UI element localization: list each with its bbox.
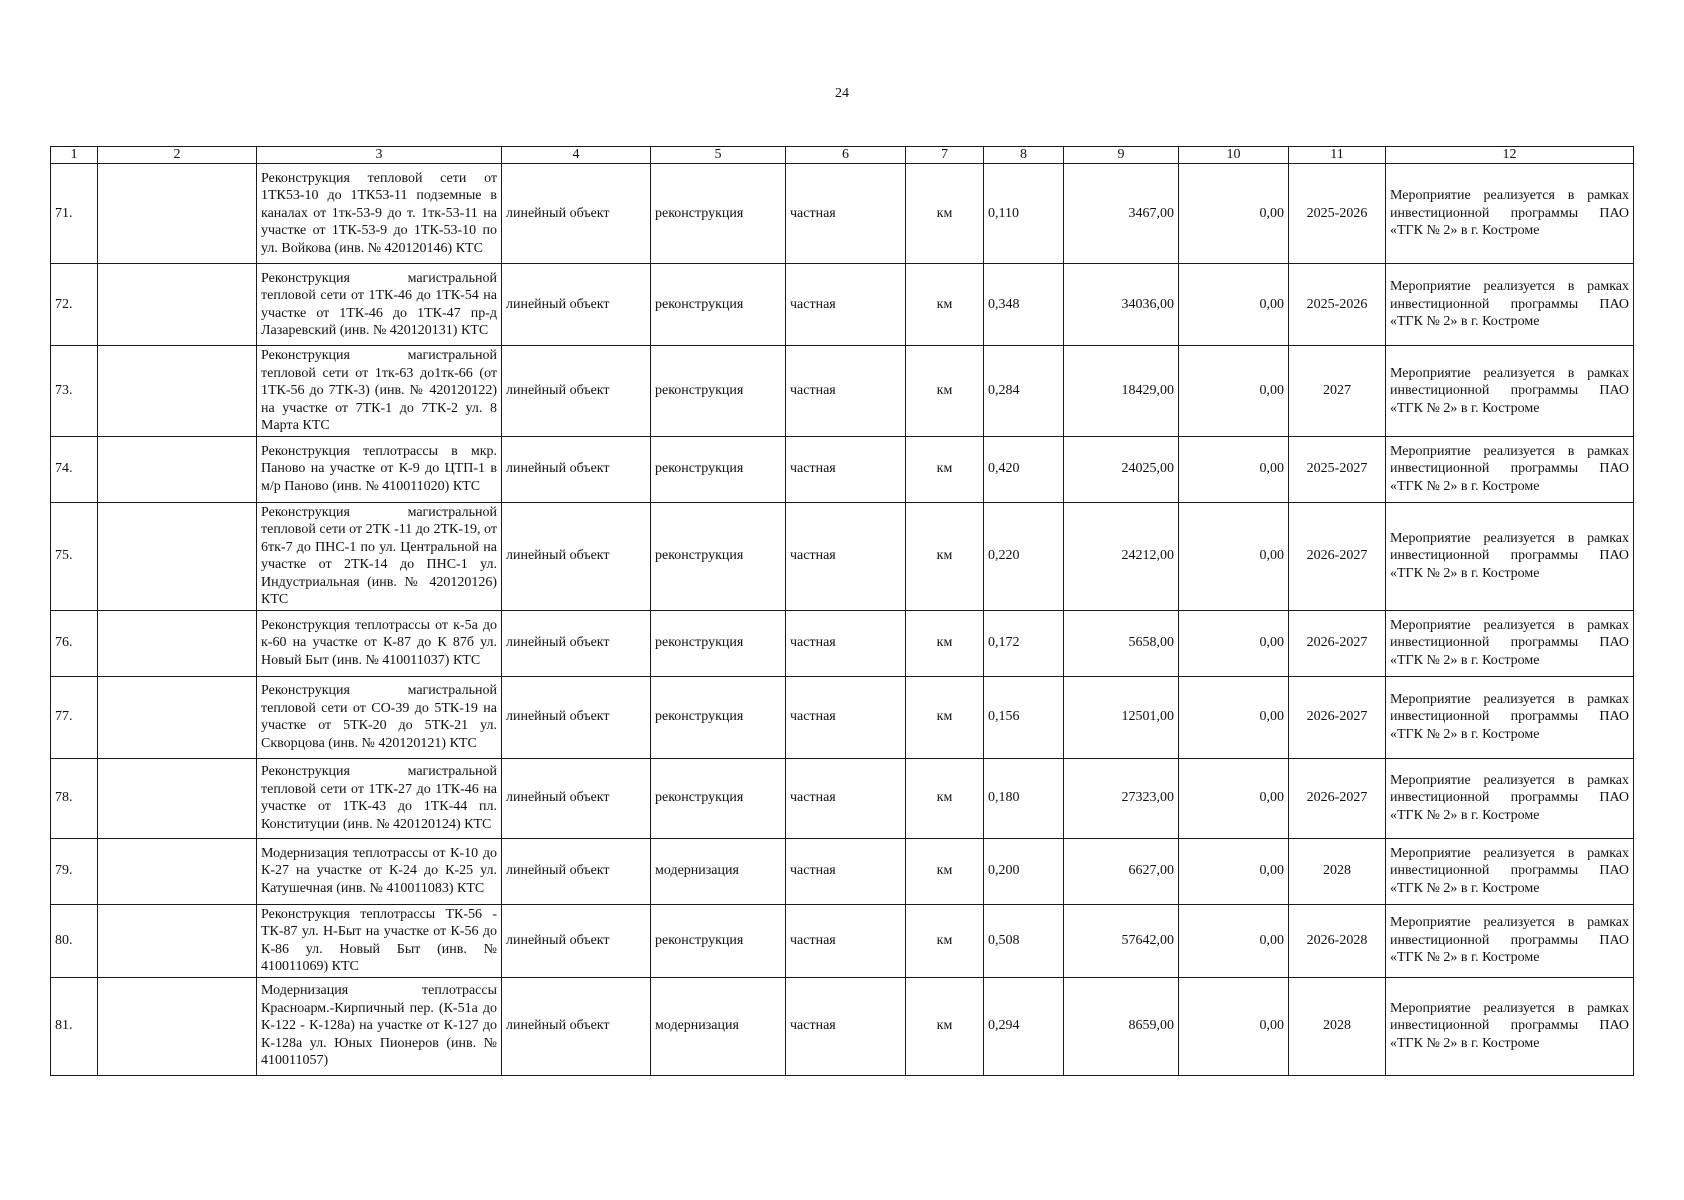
object-name: Реконструкция магистральной тепловой сети от 2ТК -11 до 2ТК-19, от 6тк-7 до ПНС-1 по ул. Центральной на участке от 2ТК-14 до ПНС-1 ул. Индустриальная (инв. № 420120126) КТС (257, 502, 502, 610)
object-name: Реконструкция теплотрассы ТК-56 - ТК-87 ул. Н-Быт на участке от К-56 до К-86 ул. Новый Быт (инв. № 410011069) КТС (257, 904, 502, 977)
row-number: 74. (51, 436, 98, 502)
note-cell: Мероприятие реализуется в рамках инвестиционной программы ПАО «ТГК № 2» в г. Костроме (1386, 502, 1634, 610)
column-header-8: 8 (984, 147, 1064, 164)
object-type: линейный объект (502, 758, 651, 838)
note-cell: Мероприятие реализуется в рамках инвестиционной программы ПАО «ТГК № 2» в г. Костроме (1386, 164, 1634, 264)
row-number: 75. (51, 502, 98, 610)
column-number-row (51, 147, 1634, 164)
object-name: Реконструкция магистральной тепловой сети от 1ТК-27 до 1ТК-46 на участке от 1ТК-43 до 1ТК-44 пл. Конституции (инв. № 420120124) КТС (257, 758, 502, 838)
activity-type: реконструкция (651, 346, 786, 437)
column-2-cell (98, 164, 257, 264)
activity-type: модернизация (651, 977, 786, 1075)
object-type: линейный объект (502, 676, 651, 758)
length-value: 0,348 (984, 264, 1064, 346)
cost-value: 24025,00 (1064, 436, 1179, 502)
column-10-value: 0,00 (1179, 676, 1289, 758)
investment-measures-table (50, 146, 1634, 1076)
cost-value: 34036,00 (1064, 264, 1179, 346)
column-2-cell (98, 904, 257, 977)
row-number: 76. (51, 610, 98, 676)
note-cell: Мероприятие реализуется в рамках инвестиционной программы ПАО «ТГК № 2» в г. Костроме (1386, 838, 1634, 904)
unit-cell: км (906, 838, 984, 904)
object-name: Модернизация теплотрассы от К-10 до К-27 на участке от К-24 до К-25 ул. Катушечная (инв. № 410011083) КТС (257, 838, 502, 904)
object-type: линейный объект (502, 838, 651, 904)
column-2-cell (98, 977, 257, 1075)
table-row (51, 436, 1634, 502)
column-10-value: 0,00 (1179, 164, 1289, 264)
length-value: 0,294 (984, 977, 1064, 1075)
table-row (51, 977, 1634, 1075)
length-value: 0,508 (984, 904, 1064, 977)
length-value: 0,200 (984, 838, 1064, 904)
column-2-cell (98, 264, 257, 346)
column-header-10: 10 (1179, 147, 1289, 164)
length-value: 0,180 (984, 758, 1064, 838)
length-value: 0,156 (984, 676, 1064, 758)
column-2-cell (98, 436, 257, 502)
column-10-value: 0,00 (1179, 977, 1289, 1075)
implementation-period: 2026-2027 (1289, 676, 1386, 758)
unit-cell: км (906, 264, 984, 346)
column-header-2: 2 (98, 147, 257, 164)
page-number: 24 (835, 86, 849, 101)
row-number: 73. (51, 346, 98, 437)
table-row (51, 676, 1634, 758)
implementation-period: 2027 (1289, 346, 1386, 437)
object-type: линейный объект (502, 436, 651, 502)
activity-type: реконструкция (651, 758, 786, 838)
activity-type: реконструкция (651, 676, 786, 758)
table-row (51, 346, 1634, 437)
column-header-5: 5 (651, 147, 786, 164)
column-10-value: 0,00 (1179, 502, 1289, 610)
object-type: линейный объект (502, 904, 651, 977)
unit-cell: км (906, 610, 984, 676)
object-name: Реконструкция тепловой сети от 1ТК53-10 до 1ТК53-11 подземные в каналах от 1тк-53-9 до т. 1тк-53-11 на участке от 1ТК-53-9 до 1ТК-53-10 по ул. Войкова (инв. № 420120146) КТС (257, 164, 502, 264)
length-value: 0,172 (984, 610, 1064, 676)
note-cell: Мероприятие реализуется в рамках инвестиционной программы ПАО «ТГК № 2» в г. Костроме (1386, 436, 1634, 502)
object-name: Реконструкция магистральной тепловой сети от СО-39 до 5ТК-19 на участке от 5ТК-20 до 5ТК-21 ул. Скворцова (инв. № 420120121) КТС (257, 676, 502, 758)
cost-value: 27323,00 (1064, 758, 1179, 838)
object-name: Реконструкция магистральной тепловой сети от 1ТК-46 до 1ТК-54 на участке от 1ТК-46 до 1ТК-47 пр-д Лазаревский (инв. № 420120131) КТС (257, 264, 502, 346)
length-value: 0,220 (984, 502, 1064, 610)
part-cell: частная (786, 502, 906, 610)
column-10-value: 0,00 (1179, 838, 1289, 904)
cost-value: 12501,00 (1064, 676, 1179, 758)
object-type: линейный объект (502, 977, 651, 1075)
cost-value: 6627,00 (1064, 838, 1179, 904)
note-cell: Мероприятие реализуется в рамках инвестиционной программы ПАО «ТГК № 2» в г. Костроме (1386, 758, 1634, 838)
note-cell: Мероприятие реализуется в рамках инвестиционной программы ПАО «ТГК № 2» в г. Костроме (1386, 904, 1634, 977)
cost-value: 8659,00 (1064, 977, 1179, 1075)
table-body (51, 164, 1634, 1076)
activity-type: реконструкция (651, 264, 786, 346)
part-cell: частная (786, 346, 906, 437)
implementation-period: 2025-2026 (1289, 164, 1386, 264)
activity-type: реконструкция (651, 164, 786, 264)
column-2-cell (98, 346, 257, 437)
implementation-period: 2025-2026 (1289, 264, 1386, 346)
row-number: 81. (51, 977, 98, 1075)
column-10-value: 0,00 (1179, 610, 1289, 676)
unit-cell: км (906, 436, 984, 502)
object-type: линейный объект (502, 502, 651, 610)
column-10-value: 0,00 (1179, 264, 1289, 346)
column-header-9: 9 (1064, 147, 1179, 164)
table-row (51, 264, 1634, 346)
implementation-period: 2026-2027 (1289, 758, 1386, 838)
object-type: линейный объект (502, 610, 651, 676)
column-10-value: 0,00 (1179, 346, 1289, 437)
note-cell: Мероприятие реализуется в рамках инвестиционной программы ПАО «ТГК № 2» в г. Костроме (1386, 346, 1634, 437)
length-value: 0,420 (984, 436, 1064, 502)
activity-type: модернизация (651, 838, 786, 904)
part-cell: частная (786, 977, 906, 1075)
cost-value: 18429,00 (1064, 346, 1179, 437)
note-cell: Мероприятие реализуется в рамках инвестиционной программы ПАО «ТГК № 2» в г. Костроме (1386, 264, 1634, 346)
activity-type: реконструкция (651, 904, 786, 977)
row-number: 79. (51, 838, 98, 904)
table-row (51, 758, 1634, 838)
object-name: Реконструкция теплотрассы от к-5а до к-60 на участке от К-87 до К 87б ул. Новый Быт (инв. № 410011037) КТС (257, 610, 502, 676)
implementation-period: 2026-2027 (1289, 610, 1386, 676)
part-cell: частная (786, 610, 906, 676)
part-cell: частная (786, 264, 906, 346)
row-number: 78. (51, 758, 98, 838)
cost-value: 3467,00 (1064, 164, 1179, 264)
column-2-cell (98, 758, 257, 838)
activity-type: реконструкция (651, 502, 786, 610)
part-cell: частная (786, 164, 906, 264)
column-10-value: 0,00 (1179, 758, 1289, 838)
object-name: Реконструкция магистральной тепловой сети от 1тк-63 до1тк-66 (от 1ТК-56 до 7ТК-3) (инв. № 420120122) на участке от 7ТК-1 до 7ТК-2 ул. 8 Марта КТС (257, 346, 502, 437)
table-row (51, 904, 1634, 977)
implementation-period: 2028 (1289, 838, 1386, 904)
part-cell: частная (786, 436, 906, 502)
column-header-7: 7 (906, 147, 984, 164)
column-header-1: 1 (51, 147, 98, 164)
row-number: 71. (51, 164, 98, 264)
object-name: Модернизация теплотрассы Красноарм.-Кирпичный пер. (К-51а до К-122 - К-128а) на участке от К-127 до К-128а ул. Юных Пионеров (инв. № 410011057) (257, 977, 502, 1075)
column-header-12: 12 (1386, 147, 1634, 164)
table-row (51, 838, 1634, 904)
column-2-cell (98, 610, 257, 676)
note-cell: Мероприятие реализуется в рамках инвестиционной программы ПАО «ТГК № 2» в г. Костроме (1386, 676, 1634, 758)
object-name: Реконструкция теплотрассы в мкр. Паново на участке от К-9 до ЦТП-1 в м/р Паново (инв. № 410011020) КТС (257, 436, 502, 502)
activity-type: реконструкция (651, 436, 786, 502)
cost-value: 5658,00 (1064, 610, 1179, 676)
row-number: 80. (51, 904, 98, 977)
unit-cell: км (906, 502, 984, 610)
length-value: 0,284 (984, 346, 1064, 437)
column-header-11: 11 (1289, 147, 1386, 164)
implementation-period: 2025-2027 (1289, 436, 1386, 502)
unit-cell: км (906, 346, 984, 437)
row-number: 72. (51, 264, 98, 346)
column-2-cell (98, 502, 257, 610)
note-cell: Мероприятие реализуется в рамках инвестиционной программы ПАО «ТГК № 2» в г. Костроме (1386, 977, 1634, 1075)
table-row (51, 610, 1634, 676)
table-row (51, 502, 1634, 610)
column-2-cell (98, 676, 257, 758)
column-header-4: 4 (502, 147, 651, 164)
part-cell: частная (786, 838, 906, 904)
cost-value: 57642,00 (1064, 904, 1179, 977)
activity-type: реконструкция (651, 610, 786, 676)
object-type: линейный объект (502, 264, 651, 346)
row-number: 77. (51, 676, 98, 758)
part-cell: частная (786, 676, 906, 758)
cost-value: 24212,00 (1064, 502, 1179, 610)
unit-cell: км (906, 676, 984, 758)
implementation-period: 2028 (1289, 977, 1386, 1075)
unit-cell: км (906, 904, 984, 977)
implementation-period: 2026-2028 (1289, 904, 1386, 977)
column-10-value: 0,00 (1179, 904, 1289, 977)
object-type: линейный объект (502, 346, 651, 437)
object-type: линейный объект (502, 164, 651, 264)
column-header-6: 6 (786, 147, 906, 164)
length-value: 0,110 (984, 164, 1064, 264)
column-header-3: 3 (257, 147, 502, 164)
part-cell: частная (786, 758, 906, 838)
column-2-cell (98, 838, 257, 904)
column-10-value: 0,00 (1179, 436, 1289, 502)
unit-cell: км (906, 758, 984, 838)
implementation-period: 2026-2027 (1289, 502, 1386, 610)
note-cell: Мероприятие реализуется в рамках инвестиционной программы ПАО «ТГК № 2» в г. Костроме (1386, 610, 1634, 676)
unit-cell: км (906, 164, 984, 264)
part-cell: частная (786, 904, 906, 977)
unit-cell: км (906, 977, 984, 1075)
table-row (51, 164, 1634, 264)
